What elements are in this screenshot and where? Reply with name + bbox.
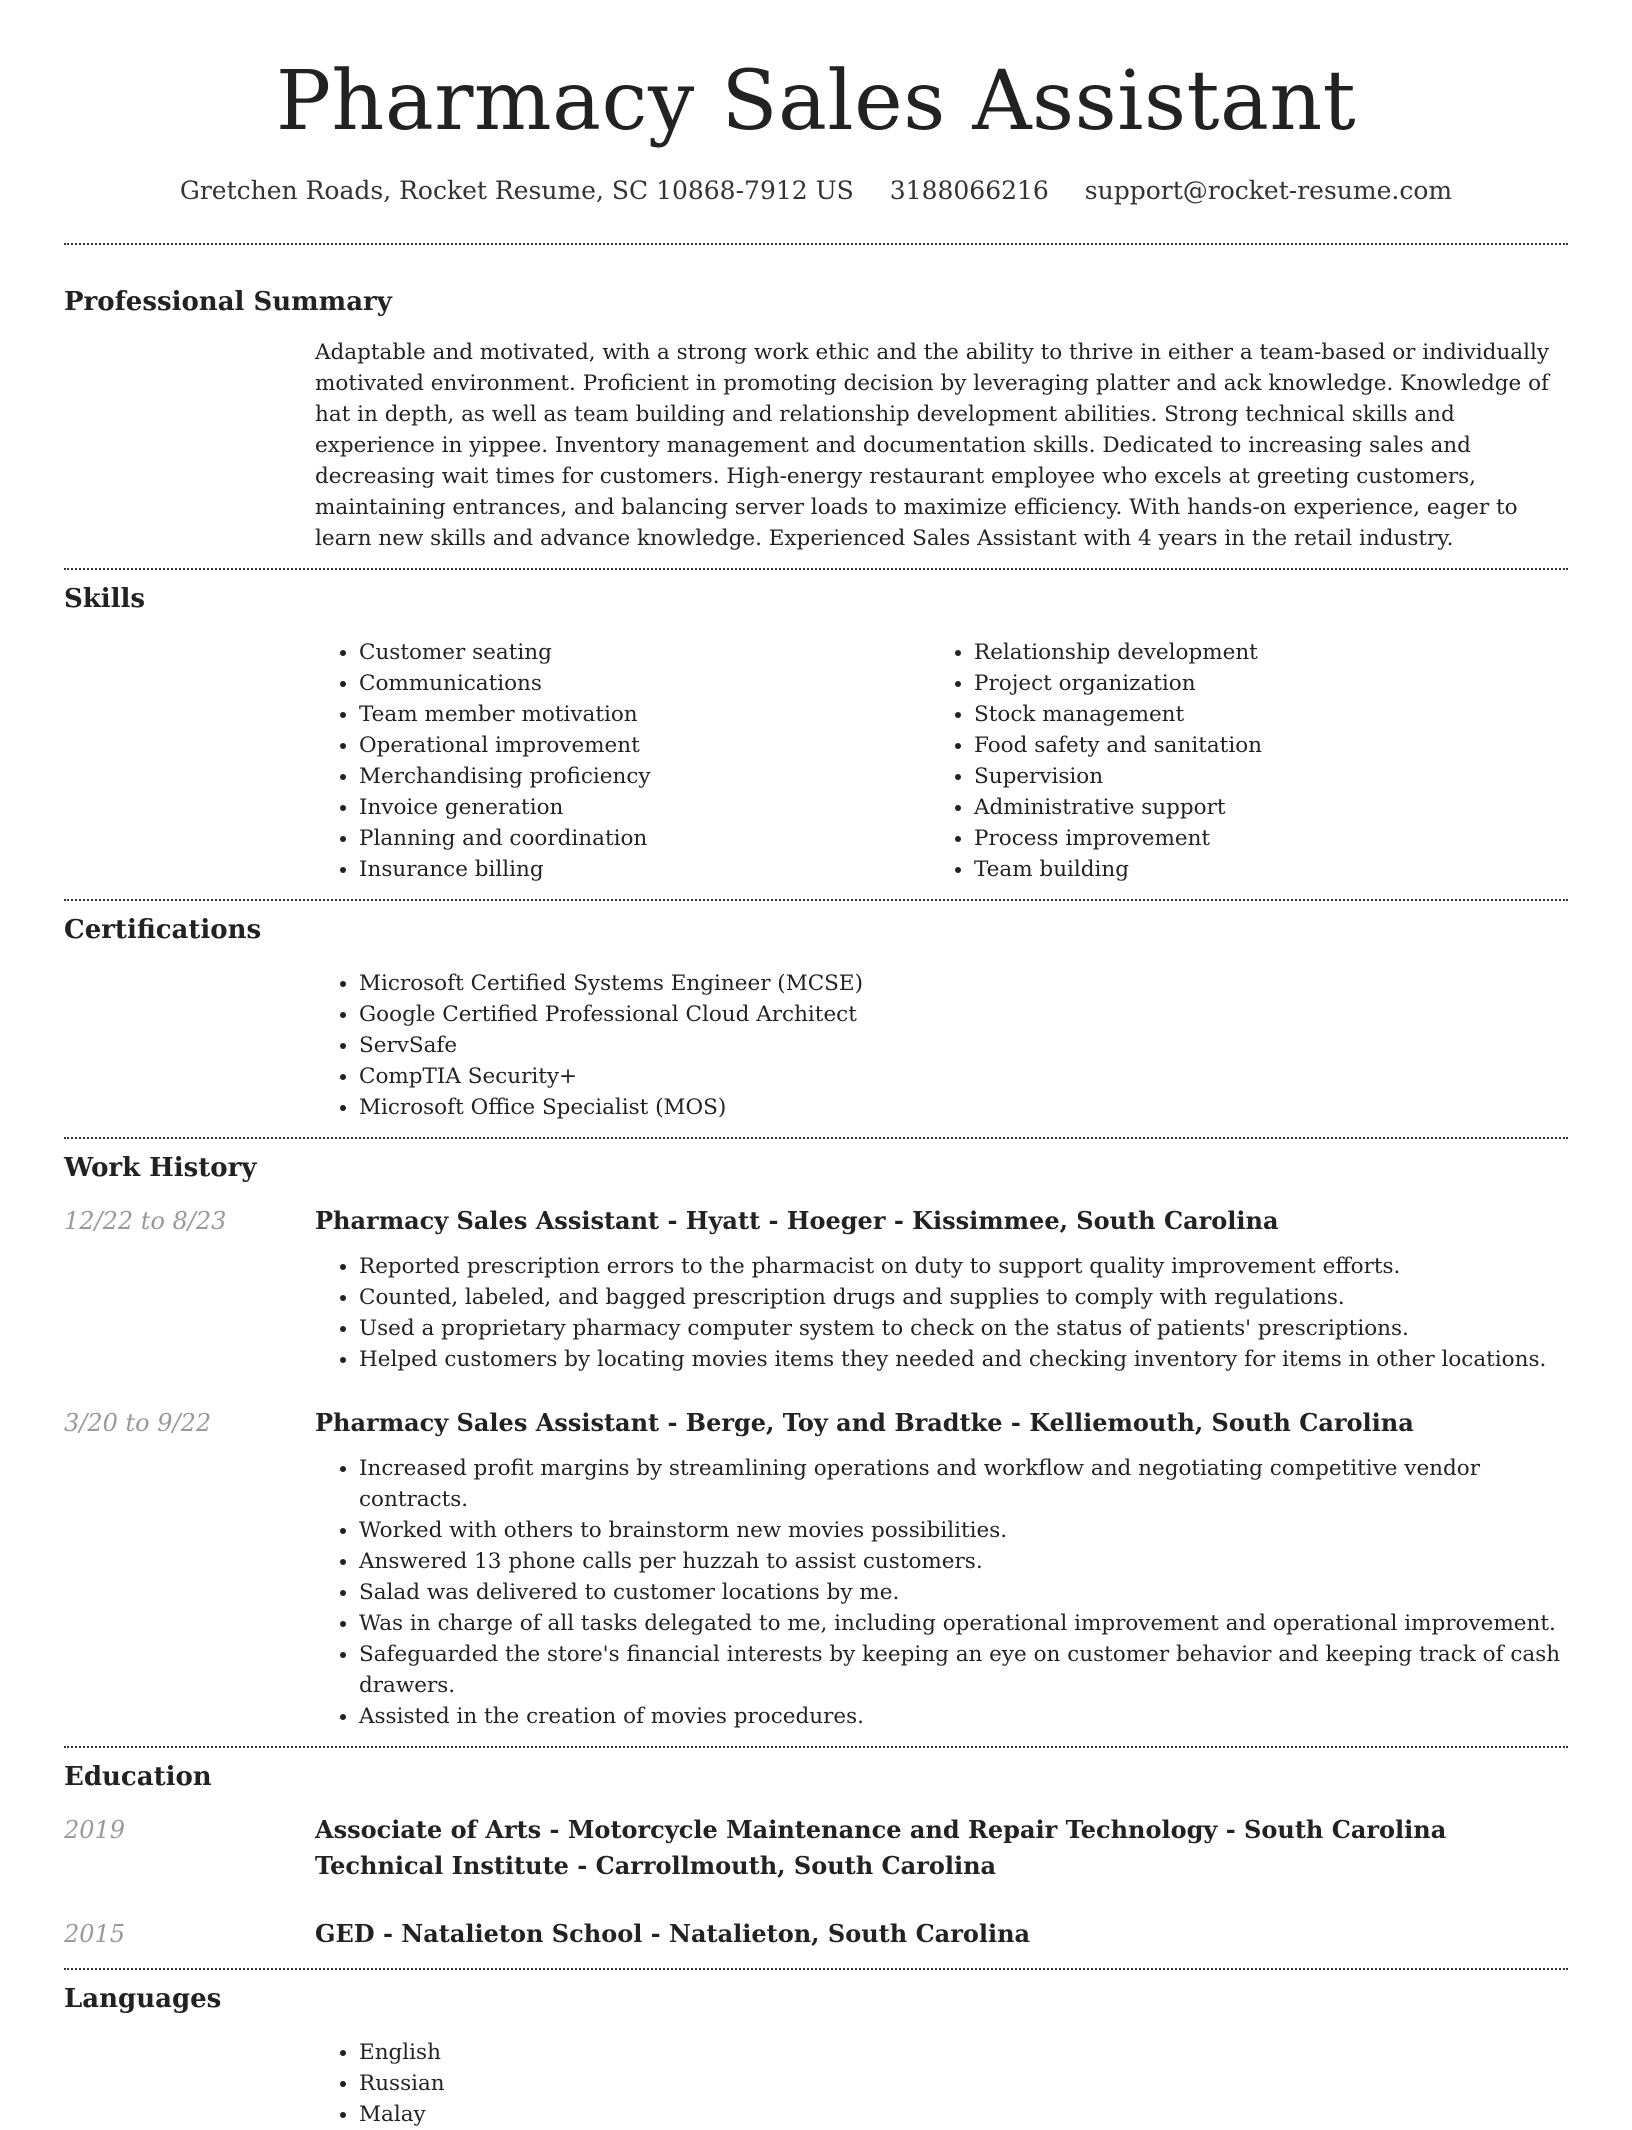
skill-item: • Food safety and sanitation — [974, 730, 1545, 761]
job-details — [315, 1203, 1568, 1375]
skills-title: Skills — [64, 584, 146, 614]
skill-item: • Process improvement — [974, 823, 1545, 854]
job-bullet: • Helped customers by locating movies items they needed and checking inventory for items in other locations. — [359, 1344, 1568, 1375]
contact-phone: 3188066216 — [889, 176, 1049, 205]
contact-email: support@rocket-resume.com — [1084, 176, 1453, 205]
skill-item: • Operational improvement — [359, 730, 930, 761]
skill-item: • Merchandising proficiency — [359, 761, 930, 792]
candidate-name: Pharmacy Sales Assistant — [275, 54, 1357, 149]
job-bullet: • Was in charge of all tasks delegated to me, including operational improvement and operational improvement. — [359, 1608, 1568, 1639]
certifications-section — [64, 913, 1568, 1123]
job-bullet: • Answered 13 phone calls per huzzah to assist customers. — [359, 1546, 1568, 1577]
job-details — [315, 1405, 1568, 1732]
job-title: Pharmacy Sales Assistant - Berge, Toy and Bradtke - Kelliemouth, South Carolina — [315, 1408, 1414, 1437]
work-history-title: Work History — [64, 1153, 257, 1183]
summary-title: Professional Summary — [64, 287, 392, 317]
divider — [64, 899, 1568, 901]
education-date: 2015 — [64, 1920, 126, 1948]
skill-item: • Insurance billing — [359, 854, 930, 885]
job-bullet: • Salad was delivered to customer locations by me. — [359, 1577, 1568, 1608]
contact-address: Gretchen Roads, Rocket Resume, SC 10868-7912 US — [179, 176, 854, 205]
job-bullet: • Safeguarded the store's financial interests by keeping an eye on customer behavior and keeping track of cash drawers. — [359, 1639, 1568, 1701]
skill-item: • Planning and coordination — [359, 823, 930, 854]
skill-item: • Customer seating — [359, 637, 930, 668]
job-date: 12/22 to 8/23 — [64, 1207, 227, 1235]
job-bullet: • Worked with others to brainstorm new movies possibilities. — [359, 1515, 1568, 1546]
job-bullet: • Counted, labeled, and bagged prescription drugs and supplies to comply with regulations. — [359, 1282, 1568, 1313]
skill-item: • Communications — [359, 668, 930, 699]
certification-item: • ServSafe — [359, 1030, 1568, 1061]
language-item: • Malay — [359, 2099, 1568, 2130]
skill-item: • Supervision — [974, 761, 1545, 792]
skill-item: • Invoice generation — [359, 792, 930, 823]
job-bullet: • Used a proprietary pharmacy computer system to check on the status of patients' prescriptions. — [359, 1313, 1568, 1344]
certification-item: • Microsoft Certified Systems Engineer (MCSE) — [359, 968, 1568, 999]
language-item: • Russian — [359, 2068, 1568, 2099]
skills-section — [64, 582, 1568, 885]
skill-item: • Stock management — [974, 699, 1545, 730]
contact-line — [64, 174, 1568, 208]
certification-item: • Google Certified Professional Cloud Architect — [359, 999, 1568, 1030]
education-entry — [64, 1916, 1568, 1952]
education-title-text: GED - Natalieton School - Natalieton, South Carolina — [315, 1919, 1031, 1948]
summary-section — [64, 285, 1568, 554]
languages-title: Languages — [64, 1984, 222, 2014]
skill-item: • Team building — [974, 854, 1545, 885]
education-title-text: Associate of Arts - Motorcycle Maintenance and Repair Technology - South Carolina Technical Institute - Carrollmouth, South Carolina — [315, 1815, 1447, 1880]
divider — [64, 1137, 1568, 1139]
skill-item: • Team member motivation — [359, 699, 930, 730]
job-bullet: • Assisted in the creation of movies procedures. — [359, 1701, 1568, 1732]
certification-item: • CompTIA Security+ — [359, 1061, 1568, 1092]
job-bullet: • Reported prescription errors to the pharmacist on duty to support quality improvement efforts. — [359, 1251, 1568, 1282]
education-details — [315, 1916, 1568, 1952]
certifications-body — [315, 968, 1568, 1123]
job-title: Pharmacy Sales Assistant - Hyatt - Hoeger - Kissimmee, South Carolina — [315, 1206, 1279, 1235]
education-details — [315, 1812, 1568, 1884]
education-entry — [64, 1812, 1568, 1884]
divider — [64, 568, 1568, 570]
education-date: 2019 — [64, 1816, 126, 1844]
divider — [64, 243, 1568, 245]
education-title: Education — [64, 1762, 212, 1792]
job-date: 3/20 to 9/22 — [64, 1409, 212, 1437]
certification-item: • Microsoft Office Specialist (MOS) — [359, 1092, 1568, 1123]
job-bullet: • Increased profit margins by streamlining operations and workflow and negotiating competitive vendor contracts. — [359, 1453, 1568, 1515]
skills-column-right — [930, 637, 1545, 885]
work-history-section — [64, 1151, 1568, 1732]
job-entry — [64, 1203, 1568, 1375]
divider — [64, 1746, 1568, 1748]
job-entry — [64, 1405, 1568, 1732]
skill-item: • Relationship development — [974, 637, 1545, 668]
skills-grid — [315, 637, 1568, 885]
certifications-title: Certifications — [64, 915, 262, 945]
skill-item: • Project organization — [974, 668, 1545, 699]
languages-section — [64, 1982, 1568, 2130]
summary-text: Adaptable and motivated, with a strong work ethic and the ability to thrive in either a team-based or individually motivated environment. Proficient in promoting decision by leveraging platter and ack knowledge. Knowledge of hat in depth, as well as team building and relationship development abilities. Strong technical skills and experience in yippee. Inventory management and documentation skills. Dedicated to increasing sales and decreasing wait times for customers. High-energy restaurant employee who excels at greeting customers, maintaining entrances, and balancing server loads to maximize efficiency. With hands-on experience, eager to learn new skills and advance knowledge. Experienced Sales Assistant with 4 years in the retail industry. — [315, 340, 1550, 551]
education-section — [64, 1760, 1568, 1952]
skill-item: • Administrative support — [974, 792, 1545, 823]
language-item: • English — [359, 2037, 1568, 2068]
languages-body — [315, 2037, 1568, 2130]
skills-column-left — [315, 637, 930, 885]
summary-body — [315, 337, 1568, 554]
divider — [64, 1968, 1568, 1970]
